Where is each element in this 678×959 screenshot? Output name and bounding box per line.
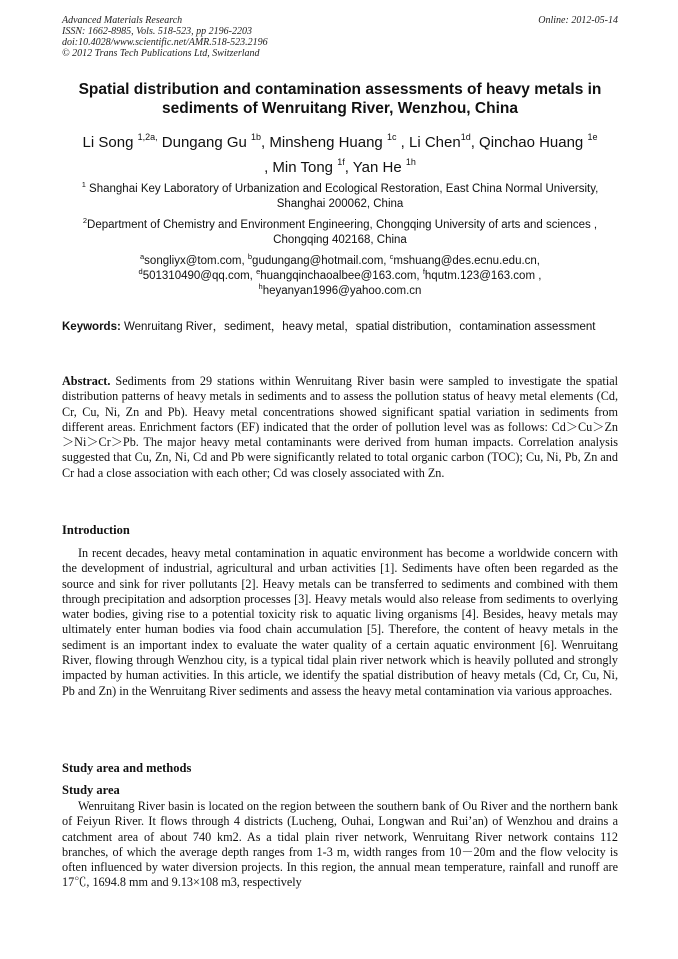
abstract-label: Abstract.: [62, 374, 111, 388]
email[interactable]: $^b$gudungang@hotmail.com,: [247, 252, 390, 267]
affiliation-1: $^1$ Shanghai Key Laboratory of Urbanization and Ecological Restoration, East China Normal University, Shanghai 200062, China: [81, 180, 599, 210]
email[interactable]: $^h$heyanyan1996@yahoo.com.cn: [258, 282, 422, 297]
email[interactable]: $^f$hqutm.123@163.com ,: [422, 267, 542, 282]
author: Li Song $^{1,2a,}$: [82, 132, 158, 151]
doi-line: doi:10.4028/www.scientific.net/AMR.518-523.2196: [62, 37, 268, 48]
methods-heading: Study area and methods: [62, 761, 192, 775]
author: , Minsheng Huang $^{1c}$: [261, 132, 397, 151]
journal-name: Advanced Materials Research: [62, 15, 183, 26]
author-list: [62, 130, 618, 180]
email[interactable]: $^c$mshuang@des.ecnu.edu.cn,: [389, 252, 540, 267]
author: , Qinchao Huang $^{1e}$: [470, 132, 598, 151]
abstract: [62, 374, 618, 481]
email[interactable]: $^a$songliyx@tom.com,: [140, 252, 248, 267]
paper-title: Spatial distribution and contamination assessments of heavy metals in sediments of Wenruitang River, Wenzhou, China: [78, 81, 602, 117]
keywords-text: Wenruitang River，sediment，heavy metal，spatial distribution，contamination assessment: [120, 321, 596, 333]
study-area-paragraph: Wenruitang River basin is located on the region between the southern bank of Ou River and the northern bank of Feiyun River. It flows through 4 districts (Lucheng, Ouhai, Longwan and Rui’an) of Wenzhou and drains a catchment area of about 740 km2. As a tidal plain river network, Wenruitang River network contains 112 branches, of which the average depth ranges from 1-3 m, width ranges from 10－20m and the flow velocity is often influenced by water diversion projects. In this region, the annual mean temperature, rainfall and runoff are 17℃, 1694.8 mm and 9.13×108 m3, respectively: [62, 799, 618, 890]
author: , Yan He $^{1h}$: [344, 157, 416, 176]
introduction-heading: Introduction: [62, 523, 130, 537]
affiliation-2: $^2$Department of Chemistry and Environment Engineering, Chongqing University of arts and sciences , Chongqing 402168, China: [82, 216, 598, 246]
keywords-label: Keywords:: [62, 321, 121, 333]
introduction-paragraph: In recent decades, heavy metal contamination in aquatic environment has become a worldwide concern with the development of industrial, agricultural and urban activities [1]. Sediments have often been regarded as the source and sink for river pollutants [2]. Heavy metals can be transferred to sediments and combined with them through precipitation and adsorption processes [3]. Heavy metals would also release from sediments to overlying water bodies, giving rise to a potential toxicity risk to aquatic living organisms [4]. Besides, heavy metals may ultimately enter human bodies via food chain accumulation [5]. Therefore, the content of heavy metals in the sediment is an important index to evaluate the water quality of a certain aquatic environment [6]. Wenruitang River, flowing through Wenzhou city, is a typical tidal plain river network which is heavily polluted and strongly impacted by human activities. In this article, we identify the spatial distribution of heavy metals (Cd, Cr, Cu, Ni, Pb and Zn) in the Wenruitang River sediments and assess the heavy metal contamination via various approaches.: [62, 546, 618, 698]
copyright-line: © 2012 Trans Tech Publications Ltd, Switzerland: [62, 48, 260, 59]
email[interactable]: $^d$501310490@qq.com,: [138, 267, 257, 282]
author: Dungang Gu $^{1b}$: [157, 132, 262, 151]
email[interactable]: $^e$huangqinchaoalbee@163.com,: [256, 267, 423, 282]
online-date: Online: 2012-05-14: [538, 15, 618, 26]
author: , Min Tong $^{1f}$: [264, 157, 345, 176]
keywords: [62, 320, 618, 335]
study-area-subheading: Study area: [62, 783, 120, 797]
journal-header: [62, 15, 618, 59]
issn-line: ISSN: 1662-8985, Vols. 518-523, pp 2196-2203: [62, 26, 252, 37]
author: , Li Chen$^{1d}$: [396, 132, 471, 151]
abstract-text: Sediments from 29 stations within Wenruitang River basin were sampled to investigate the spatial distribution patterns of heavy metals in sediments and to assess the pollution status of heavy metal elements (Cd, Cr, Cu, Ni, Zn and Pb). Heavy metal concentrations showed significant spatial variation in sediments from different areas. Enrichment factors (EF) indicated that the order of pollution level was as follows: Cd＞Cu＞Zn＞Ni＞Cr＞Pb. The major heavy metal contaminants were derived from human impacts. Correlation analysis suggested that Cu, Zn, Ni, Cd and Pb were significantly related to total organic carbon (TOC); Cu, Ni, Pb, Zn and Cr had a close association with each other; Cd was closely associated with Zn.: [62, 374, 618, 480]
author-emails: [62, 254, 618, 299]
